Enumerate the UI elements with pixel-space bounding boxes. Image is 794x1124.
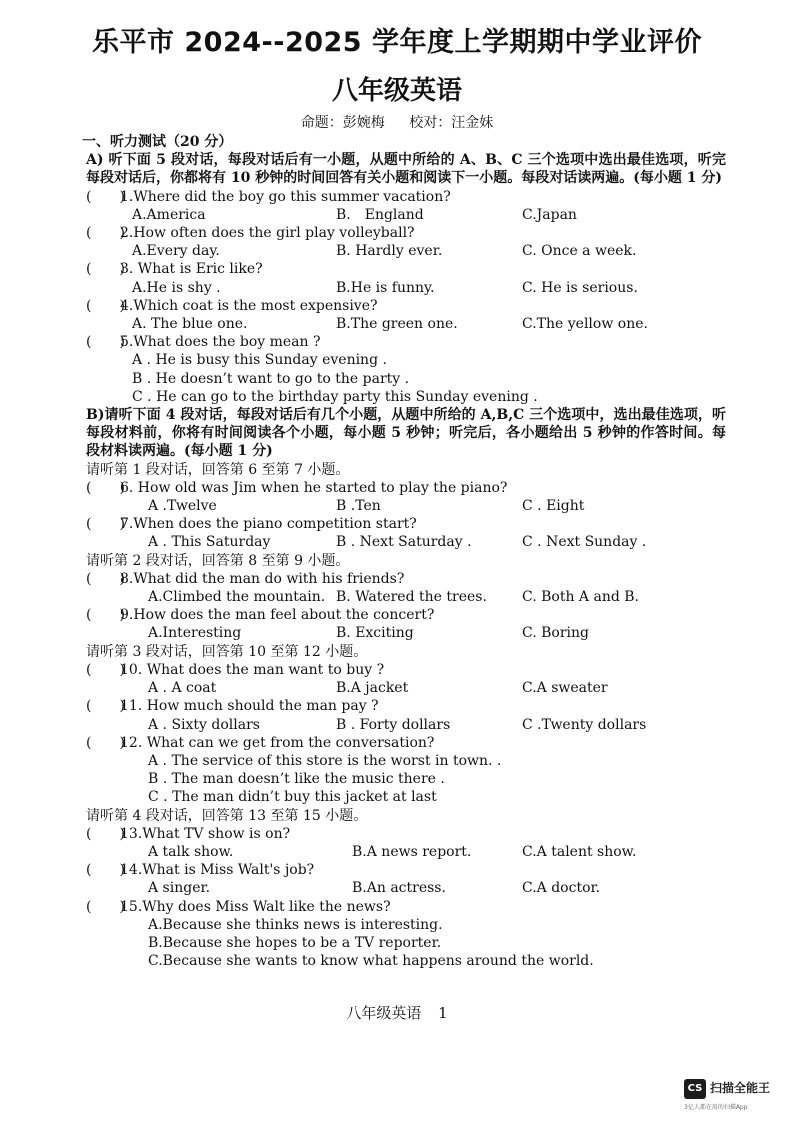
answer-blank[interactable]: ( ) — [86, 607, 125, 624]
question-text: 1.Where did the boy go this summer vacation? — [120, 188, 451, 205]
question-text: 2.How often does the girl play volleyball? — [120, 225, 415, 242]
scanner-app-name: 扫描全能王 — [710, 1081, 771, 1095]
answer-blank[interactable]: ( ) — [86, 661, 125, 678]
answer-blank[interactable]: ( ) — [86, 334, 125, 351]
question-text: 3. What is Eric like? — [120, 261, 263, 278]
option-b: B.An actress. — [352, 880, 446, 897]
option-c: C . Eight — [522, 498, 585, 515]
option-b: B . He doesn’t want to go to the party . — [132, 370, 410, 387]
option-a: A . He is busy this Sunday evening . — [132, 352, 387, 369]
checker-label: 校对：汪金妹 — [409, 115, 494, 131]
answer-blank[interactable]: ( ) — [86, 898, 125, 915]
answer-blank[interactable]: ( ) — [86, 261, 125, 278]
question-text: 6. How old was Jim when he started to play the piano? — [120, 479, 508, 496]
question-1 — [86, 188, 726, 206]
question-text: 8.What did the man do with his friends? — [120, 570, 405, 587]
answer-blank[interactable]: ( ) — [86, 825, 125, 842]
footer-subject: 八年级英语 — [346, 1004, 422, 1022]
question-14 — [86, 861, 726, 879]
option-b: B.A jacket — [336, 680, 409, 697]
question-5 — [86, 333, 726, 351]
question-text: 12. What can we get from the conversation? — [120, 734, 435, 751]
question-text: 11. How much should the man pay ? — [120, 698, 379, 715]
question-text: 14.What is Miss Walt's job? — [120, 862, 315, 879]
question-9-options — [86, 624, 726, 642]
exam-title: 乐平市 2024--2025 学年度上学期期中学业评价 — [91, 27, 702, 58]
option-c: C. He is serious. — [522, 279, 638, 296]
scanner-slogan: 3亿人都在用的扫描App — [684, 1104, 748, 1111]
question-text: 9.How does the man feel about the concert? — [120, 607, 435, 624]
option-b: B. Hardly ever. — [336, 243, 443, 260]
exam-credits — [0, 112, 794, 132]
exam-subtitle: 八年级英语 — [331, 76, 462, 106]
answer-blank[interactable]: ( ) — [86, 570, 125, 587]
question-14-options — [86, 879, 726, 897]
question-3 — [86, 260, 726, 278]
option-a: A talk show. — [148, 843, 234, 860]
option-b: B. Exciting — [336, 625, 414, 642]
question-12 — [86, 734, 726, 752]
option-a: A.Interesting — [148, 625, 242, 642]
option-a: A . Sixty dollars — [148, 716, 260, 733]
option-a: A.Climbed the mountain. — [148, 589, 326, 606]
question-text: 13.What TV show is on? — [120, 825, 291, 842]
option-c: C . Next Sunday . — [522, 534, 647, 551]
question-4 — [86, 297, 726, 315]
part-b-instructions: B)请听下面 4 段对话，每段对话后有几个小题，从题中所给的 A,B,C 三个选项中，选出最佳选项，听每段材料前，你将有时间阅读各个小题，每小题 5 秒钟；听完后，各小题给出 5 秒钟的作答时间。每段材料读两遍。(每小题 1 分) — [86, 407, 726, 460]
question-text: 4.Which coat is the most expensive? — [120, 297, 378, 314]
answer-blank[interactable]: ( ) — [86, 297, 125, 314]
option-a: A . This Saturday — [148, 534, 271, 551]
listening-section — [82, 133, 726, 970]
question-text: 15.Why does Miss Walt like the news? — [120, 898, 391, 915]
option-b: B.Because she hopes to be a TV reporter. — [148, 934, 442, 951]
option-a: A.Because she thinks news is interesting. — [148, 916, 443, 933]
question-4-options — [86, 315, 726, 333]
option-a: A .Twelve — [148, 498, 217, 515]
option-b: B. England — [336, 206, 424, 223]
question-2-options — [86, 242, 726, 260]
answer-blank[interactable]: ( ) — [86, 479, 125, 496]
answer-blank[interactable]: ( ) — [86, 516, 125, 533]
option-a: A . The service of this store is the worst in town. . — [148, 752, 502, 769]
option-b: B . The man doesn’t like the music there . — [148, 771, 445, 788]
option-c: C.The yellow one. — [522, 316, 648, 333]
question-6-options — [86, 497, 726, 515]
option-b: B.The green one. — [336, 316, 458, 333]
option-c: C.A talent show. — [522, 843, 637, 860]
question-6 — [86, 479, 726, 497]
option-a: A.Every day. — [132, 243, 220, 260]
answer-blank[interactable]: ( ) — [86, 225, 125, 242]
option-c: C.Because she wants to know what happens around the world. — [148, 953, 594, 970]
section-heading: 一、听力测试（20 分） — [82, 134, 233, 150]
question-7-options — [86, 533, 726, 551]
question-10-options — [86, 679, 726, 697]
scanner-watermark — [684, 1077, 784, 1117]
option-c: C .Twenty dollars — [522, 716, 647, 733]
option-b: B.A news report. — [352, 843, 472, 860]
page-number: 1 — [438, 1004, 448, 1022]
question-8 — [86, 570, 726, 588]
question-8-options — [86, 588, 726, 606]
question-3-options — [86, 279, 726, 297]
option-a: A. The blue one. — [132, 316, 248, 333]
dialog-1-instruction: 请听第 1 段对话，回答第 6 至第 7 小题。 — [86, 461, 350, 478]
option-c: C.Japan — [522, 206, 577, 223]
dialog-4-instruction: 请听第 4 段对话，回答第 13 至第 15 小题。 — [86, 807, 368, 824]
option-a: A singer. — [148, 880, 211, 897]
answer-blank[interactable]: ( ) — [86, 698, 125, 715]
question-2 — [86, 224, 726, 242]
question-text: 7.When does the piano competition start? — [120, 516, 417, 533]
question-7 — [86, 515, 726, 533]
option-c: C.A doctor. — [522, 880, 601, 897]
option-a: A.America — [132, 206, 206, 223]
answer-blank[interactable]: ( ) — [86, 188, 125, 205]
option-c: C. Boring — [522, 625, 589, 642]
option-b: B. Watered the trees. — [336, 589, 487, 606]
page-footer — [0, 1002, 794, 1023]
dialog-2-instruction: 请听第 2 段对话，回答第 8 至第 9 小题。 — [86, 552, 350, 569]
question-11-options — [86, 716, 726, 734]
author-label: 命题：彭婉梅 — [300, 115, 385, 131]
question-13-options — [86, 843, 726, 861]
question-10 — [86, 661, 726, 679]
option-a: A.He is shy . — [132, 279, 221, 296]
question-13 — [86, 825, 726, 843]
option-b: B.He is funny. — [336, 279, 435, 296]
question-11 — [86, 697, 726, 715]
option-c: C. Both A and B. — [522, 589, 639, 606]
question-15 — [86, 898, 726, 916]
question-1-options — [86, 206, 726, 224]
camscanner-logo-icon: CS — [684, 1079, 706, 1099]
option-b: B . Forty dollars — [336, 716, 451, 733]
question-9 — [86, 606, 726, 624]
dialog-3-instruction: 请听第 3 段对话，回答第 10 至第 12 小题。 — [86, 643, 368, 660]
answer-blank[interactable]: ( ) — [86, 734, 125, 751]
answer-blank[interactable]: ( ) — [86, 862, 125, 879]
question-text: 5.What does the boy mean ? — [120, 334, 321, 351]
option-b: B . Next Saturday . — [336, 534, 472, 551]
option-c: C . He can go to the birthday party this Sunday evening . — [132, 388, 538, 405]
option-b: B .Ten — [336, 498, 381, 515]
option-a: A . A coat — [148, 680, 217, 697]
part-a-instructions: A) 听下面 5 段对话，每段对话后有一小题，从题中所给的 A、B、C 三个选项中选出最佳选项，听完每段对话后，你都将有 10 秒钟的时间回答有关小题和阅读下一小题。每段对话读两遍。(每小题 1 分) — [86, 152, 726, 187]
option-c: C . The man didn’t buy this jacket at last — [148, 789, 437, 806]
option-c: C.A sweater — [522, 680, 608, 697]
question-text: 10. What does the man want to buy ? — [120, 661, 385, 678]
option-c: C. Once a week. — [522, 243, 637, 260]
